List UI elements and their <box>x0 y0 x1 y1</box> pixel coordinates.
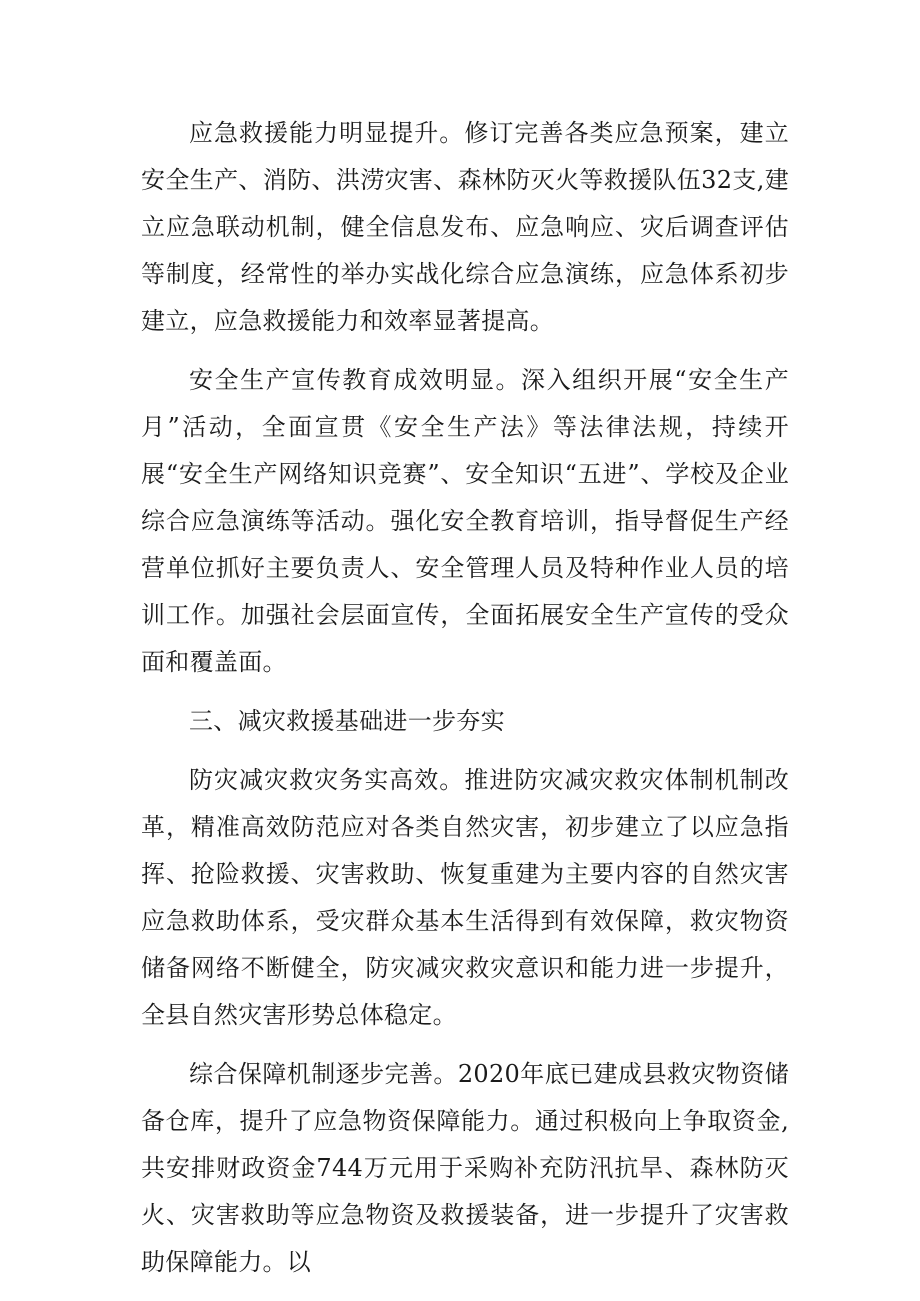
paragraph-safety-education: 安全生产宣传教育成效明显。深入组织开展“安全生产月”活动，全面宣贯《安全生产法》等法律法规，持续开展“安全生产网络知识竞赛”、安全知识“五进”、学校及企业综合应急演练等活动。强化安全教育培训，指导督促生产经营单位抓好主要负责人、安全管理人员及特种作业人员的培训工作。加强社会层面宣传，全面拓展安全生产宣传的受众面和覆盖面。 <box>141 366 789 676</box>
paragraph-disaster-prevention: 防灾减灾救灾务实高效。推进防灾减灾救灾体制机制改革，精准高效防范应对各类自然灾害，初步建立了以应急指挥、抢险救援、灾害救助、恢复重建为主要内容的自然灾害应急救助体系，受灾群众基本生活得到有效保障，救灾物资储备网络不断健全，防灾减灾救灾意识和能力进一步提升，全县自然灾害形势总体稳定。 <box>141 766 789 1029</box>
document-body <box>141 110 789 1298</box>
paragraph-support-mechanism: 综合保障机制逐步完善。2020年底已建成县救灾物资储备仓库，提升了应急物资保障能力。通过积极向上争取资金,共安排财政资金744万元用于采购补充防汛抗旱、森林防灭火、灾害救助等应急物资及救援装备，进一步提升了灾害救助保障能力。以 <box>141 1060 789 1276</box>
section-heading: 三、减灾救援基础进一步夯实 <box>189 707 505 735</box>
paragraph-emergency-rescue: 应急救援能力明显提升。修订完善各类应急预案，建立安全生产、消防、洪涝灾害、森林防灭火等救援队伍32支,建立应急联动机制，健全信息发布、应急响应、灾后调查评估等制度，经常性的举办实战化综合应急演练，应急体系初步建立，应急救援能力和效率显著提高。 <box>141 119 789 335</box>
